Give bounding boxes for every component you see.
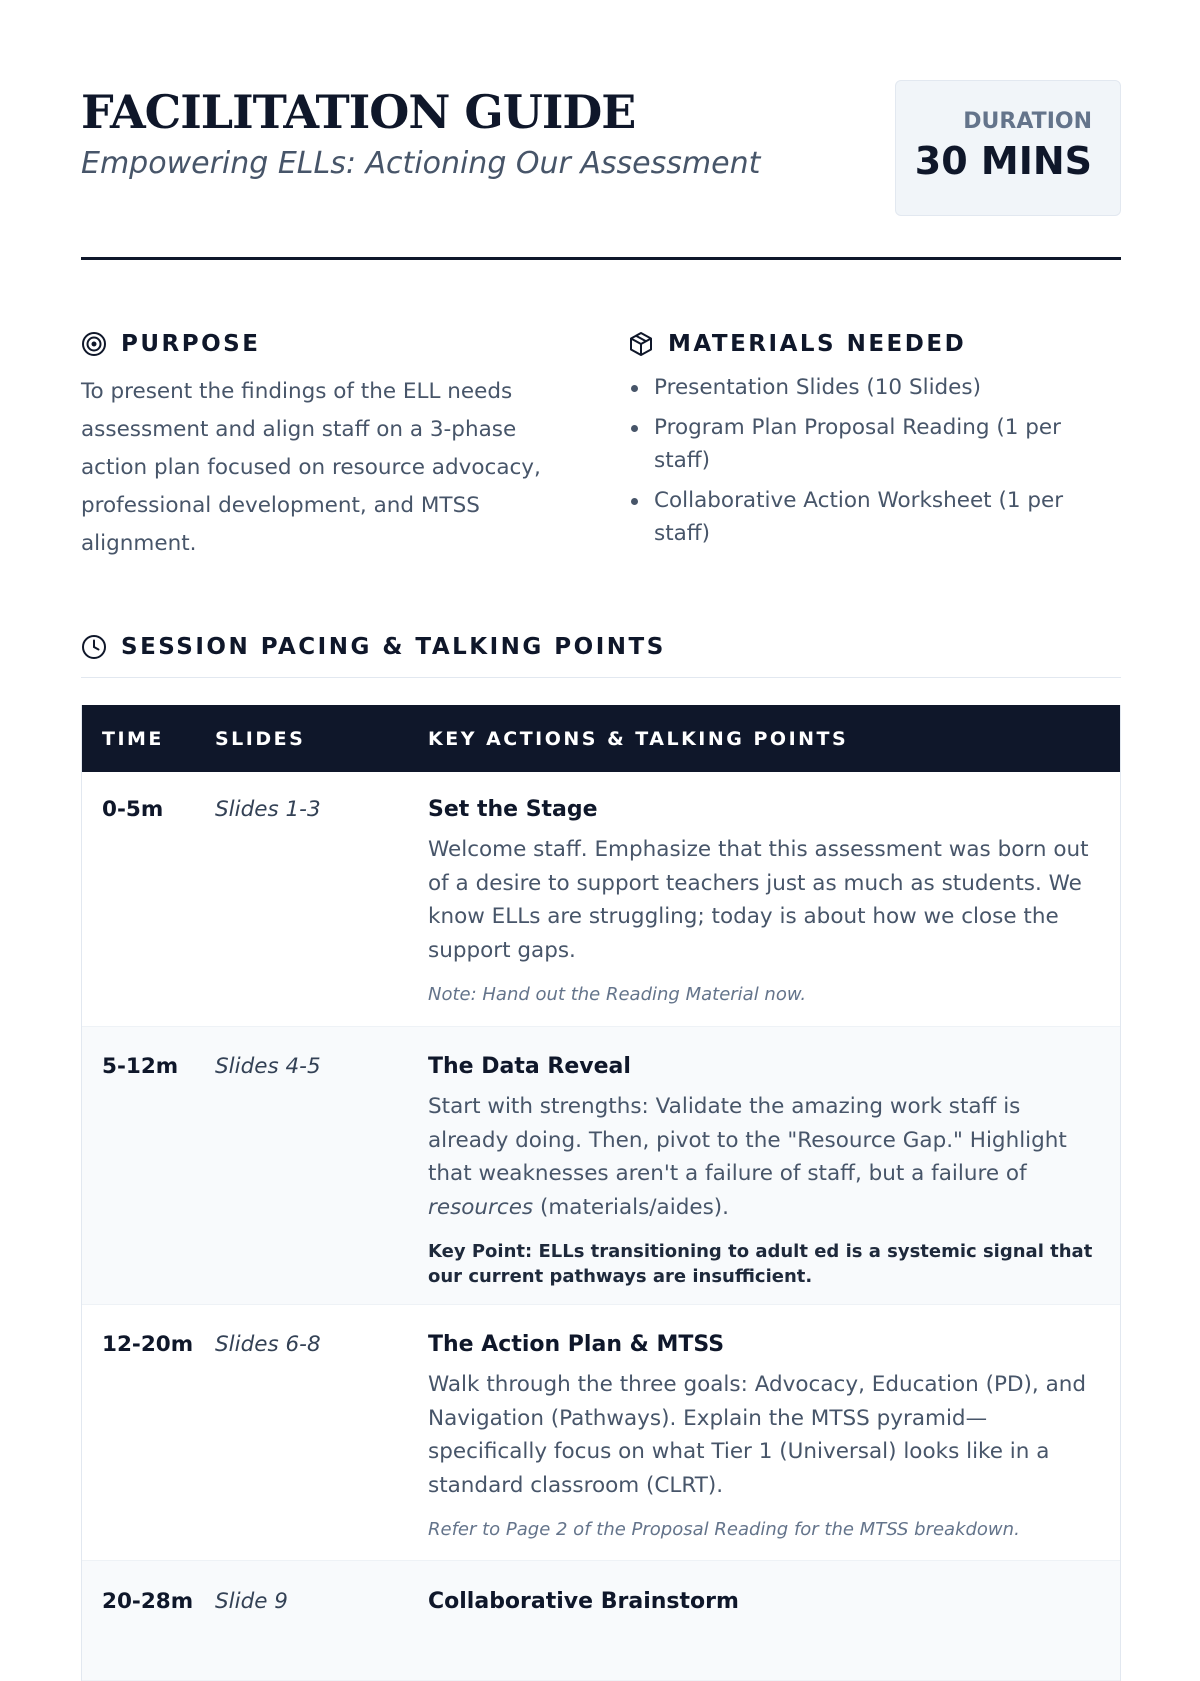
row-time: 12-20m	[102, 1332, 194, 1357]
row-body-text-end: (materials/aides).	[533, 1194, 729, 1220]
pacing-heading	[81, 632, 666, 662]
table-row	[82, 772, 1120, 1027]
materials-list	[628, 371, 1108, 557]
duration-label: DURATION	[963, 109, 1092, 134]
row-time: 20-28m	[102, 1589, 194, 1614]
row-details	[428, 1052, 1120, 1289]
row-details	[428, 795, 1120, 1007]
row-note: Refer to Page 2 of the Proposal Reading for the MTSS breakdown.	[428, 1519, 1020, 1540]
row-details	[428, 1330, 1120, 1542]
materials-heading-label: MATERIALS NEEDED	[668, 331, 967, 357]
materials-heading	[628, 329, 966, 359]
row-body-emphasis: resources	[428, 1194, 534, 1220]
header-divider	[81, 257, 1121, 260]
row-slides: Slides 6-8	[215, 1332, 321, 1357]
row-body	[428, 1090, 1100, 1224]
table-header	[82, 705, 1120, 772]
target-icon	[81, 331, 107, 357]
row-slides: Slides 4-5	[215, 1054, 321, 1079]
column-header-slides: SLIDES	[215, 727, 306, 750]
page-subtitle: Empowering ELLs: Actioning Our Assessment	[81, 146, 761, 181]
clock-icon	[81, 634, 107, 660]
table-row	[82, 1305, 1120, 1561]
purpose-heading	[81, 329, 260, 359]
duration-value: 30 MINS	[914, 139, 1092, 184]
package-icon	[628, 331, 654, 357]
page-title: FACILITATION GUIDE	[81, 85, 636, 139]
row-slides: Slide 9	[215, 1589, 288, 1614]
row-body-text: Start with strengths: Validate the amazing work staff is already doing. Then, pivot to the "Resource Gap." Highlight that weaknesses aren't a failure of staff, but a failure of	[428, 1094, 1067, 1186]
column-header-talking-points: KEY ACTIONS & TALKING POINTS	[428, 727, 849, 750]
row-title: Collaborative Brainstorm	[428, 1589, 739, 1614]
duration-badge	[895, 80, 1121, 216]
row-title: The Data Reveal	[428, 1054, 631, 1079]
row-title: The Action Plan & MTSS	[428, 1332, 725, 1357]
column-header-time: TIME	[102, 727, 164, 750]
guide-header	[81, 80, 1121, 260]
table-row	[82, 1561, 1120, 1681]
purpose-heading-label: PURPOSE	[121, 331, 261, 357]
row-slides: Slides 1-3	[215, 797, 321, 822]
materials-list-item: Program Plan Proposal Reading (1 per staff)	[628, 411, 1108, 477]
row-time: 0-5m	[102, 797, 164, 822]
pacing-table	[81, 705, 1121, 1681]
row-note: Note: Hand out the Reading Material now.	[428, 984, 807, 1005]
row-body: Walk through the three goals: Advocacy, Education (PD), and Navigation (Pathways). Explain the MTSS pyramid—specifically focus on what Tier 1 (Universal) looks like in a standard classroom (CLRT).	[428, 1372, 1087, 1498]
pacing-divider	[81, 677, 1121, 678]
row-key-point: Key Point: ELLs transitioning to adult ed is a systemic signal that our current pathways are insufficient.	[428, 1241, 1093, 1287]
row-body: Welcome staff. Emphasize that this assessment was born out of a desire to support teachers just as much as students. We know ELLs are struggling; today is about how we close the support gaps.	[428, 837, 1089, 963]
purpose-text: To present the findings of the ELL needs assessment and align staff on a 3-phase action plan focused on resource advocacy, professional development, and MTSS alignment.	[81, 379, 541, 556]
materials-list-item: Presentation Slides (10 Slides)	[628, 371, 1108, 404]
row-title: Set the Stage	[428, 797, 598, 822]
table-row	[82, 1027, 1120, 1305]
row-time: 5-12m	[102, 1054, 179, 1079]
row-details	[428, 1587, 1120, 1625]
pacing-heading-label: SESSION PACING & TALKING POINTS	[121, 634, 666, 660]
materials-list-item: Collaborative Action Worksheet (1 per staff)	[628, 484, 1108, 550]
